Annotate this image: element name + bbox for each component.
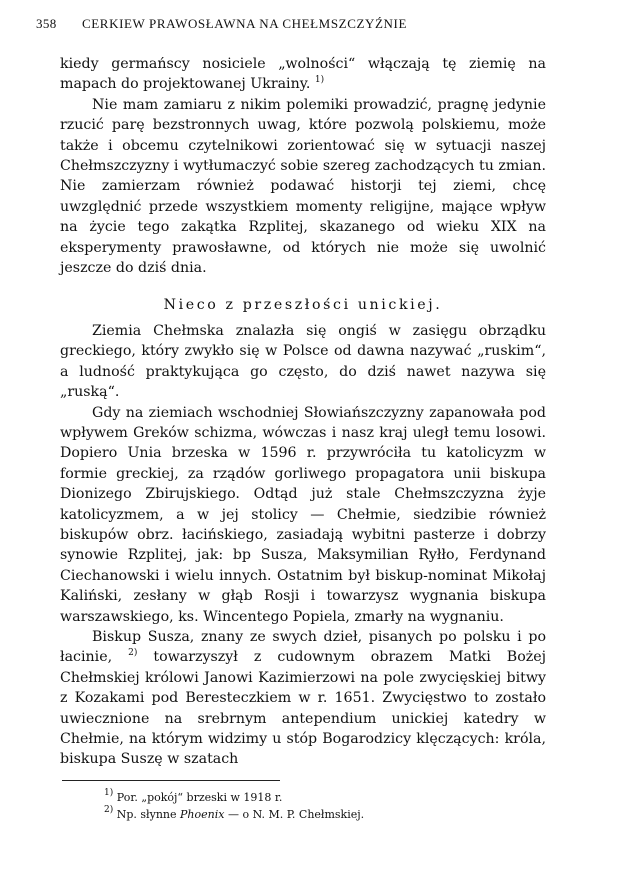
- paragraph-continued: [60, 54, 546, 95]
- footnote-ref-2: 2): [128, 648, 138, 659]
- footnote-ref-1: 1): [314, 75, 325, 86]
- section-heading: Nieco z przeszłości unickiej.: [163, 297, 443, 314]
- footnote-2: [104, 806, 546, 823]
- footnote-text: Por. „pokój“ brzeski w 1918 r.: [116, 790, 283, 804]
- footnote-text: — o N. M. P. Chełmskiej.: [227, 807, 365, 821]
- paragraph-text: Ziemia Chełmska znalazła się ongiś w zasięgu obrządku greckiego, który zwykło się w Polsce od dawna nazywać „ruskim“, a ludność praktykująca go często, do dziś nawet nazywa się „ruską“.: [60, 322, 546, 401]
- footnote-1: [104, 789, 546, 806]
- paragraph: [60, 95, 546, 279]
- footnote-marker: 2): [104, 804, 114, 815]
- footnotes: [104, 789, 546, 823]
- page-number: 358: [36, 16, 57, 31]
- paragraph-text: kiedy germańscy nosiciele „wolności“ włączają tę ziemię na mapach do projektowanej Ukrainy.: [60, 56, 546, 93]
- footnote-italic-title: Phoenix: [180, 807, 225, 821]
- paragraph: [60, 321, 546, 403]
- paragraph-text: Biskup Susza, znany ze swych dzieł, pisanych po polsku i po łacinie,: [60, 628, 546, 666]
- body-text: [60, 54, 546, 770]
- footnote-divider: [62, 780, 280, 781]
- footnote-text: Np. słynne: [116, 807, 177, 821]
- running-title: CERKIEW PRAWOSŁAWNA NA CHEŁMSZCZYŹNIE: [82, 16, 408, 31]
- book-page: [36, 16, 547, 823]
- paragraph-text: Gdy na ziemiach wschodniej Słowiańszczyzny zapanowała pod wpływem Greków schizma, wówczas i nasz kraj uległ temu losowi. Dopiero Unia brzeska w 1596 r. przywróciła tu katolicyzm w formie greckiej, za rządów gorliwego propagatora unii biskupa Dionizego Zbirujskiego. Odtąd już stale Chełmszczyzna żyje katolicyzmem, a w jej stolicy — Chełmie, siedzibie również biskupów obrz. łacińskiego, zasiadają wybitni pasterze i dobrzy synowie Rzplitej, jak: bp Susza, Maksymilian Ryłło, Ferdynand Ciechanowski i wielu innych. Ostatnim był biskup-nominat Mikołaj Kaliński, zesłany w głąb Rosji i towarzysz wygnania biskupa warszawskiego, ks. Wincentego Popiela, zmarły na wygnaniu.: [60, 404, 546, 625]
- paragraph-text: towarzyszył z cudownym obrazem Matki Bożej Chełmskiej królowi Janowi Kazimierzowi na pole zwycięskiej bitwy z Kozakami pod Beresteczkiem w r. 1651. Zwycięstwo to zostało uwiecznione na srebrnym antependium unickiej katedry w Chełmie, na którym widzimy u stóp Bogarodzicy klęczących: króla, biskupa Suszę w szatach: [60, 649, 547, 768]
- paragraph: [60, 627, 546, 770]
- paragraph-text: Nie mam zamiaru z nikim polemiki prowadzić, pragnę jedynie rzucić parę bezstronnych uwag, które pozwolą polskiemu, może także i obcemu czytelnikowi zorientować się w sytuacji naszej Chełmszczyzny i wytłumaczyć sobie szereg zachodzących tu zmian. Nie zamierzam również podawać historji tej ziemi, chcę uwzględnić przede wszystkiem momenty religijne, mające wpływ na życie tego zakątka Rzplitej, skazanego od wieku XIX na eksperymenty prawosławne, od których nie może się uwolnić jeszcze do dziś dnia.: [60, 96, 546, 277]
- paragraph: [60, 403, 546, 627]
- running-head: [36, 16, 546, 42]
- footnote-marker: 1): [104, 787, 114, 798]
